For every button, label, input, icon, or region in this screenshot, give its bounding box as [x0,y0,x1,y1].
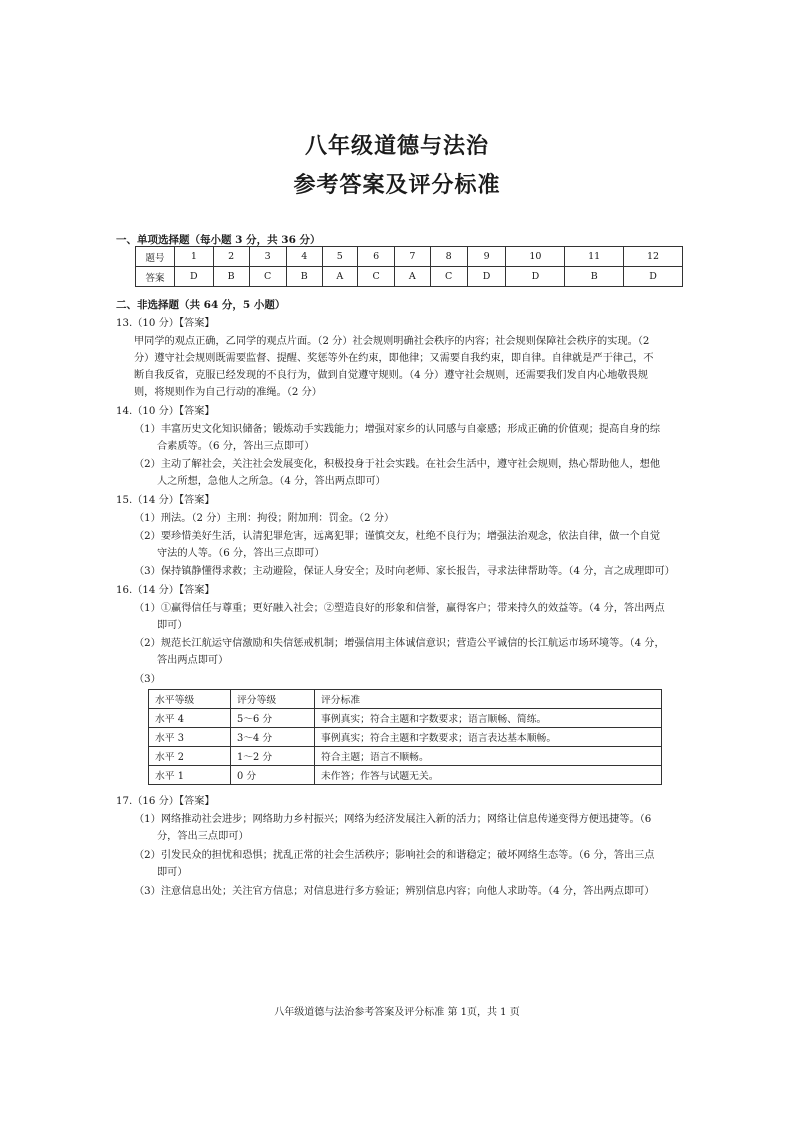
answer-line: （2）要珍惜美好生活，认清犯罪危害，远离犯罪；谨慎交友，杜绝不良行为；增强法治观念，依法自律，做一个自觉 [134,531,661,542]
answer-line: 分）遵守社会规则既需要监督、提醒、奖惩等外在约束，即他律；又需要自我约束，即自律。自律就是严于律己，不 [134,353,654,364]
answer-line: （3） [134,674,161,685]
answer-line: 断自我反省，克服已经发现的不良行为，做到自觉遵守规则。（4 分）遵守社会规则，还需要我们发自内心地敬畏规 [134,370,648,381]
answer-line: （1）①赢得信任与尊重；更好融入社会；②塑造良好的形象和信誉，赢得客户；带来持久的效益等。（4 分，答出两点 [134,603,665,614]
rubric-table [148,689,662,785]
row-label: 答案 [136,267,175,287]
question-number: 1 [175,247,214,267]
answer-cell: D [175,267,214,287]
answer-line: （3）注意信息出处；关注官方信息；对信息进行多方验证；辨别信息内容；向他人求助等。（4 分，答出两点即可） [134,886,655,897]
answer-line: （2）规范长江航运守信激励和失信惩戒机制；增强信用主体诚信意识；营造公平诚信的长江航运市场环境等。（4 分， [134,638,665,649]
answer-line: 人之所想，急他人之所急。（4 分，答出两点即可） [157,476,386,487]
question-number: 9 [467,247,506,267]
rubric-cell: 水平 4 [149,709,231,728]
table-row [149,766,662,785]
answer-cell: D [624,267,683,287]
rubric-cell: 水平 1 [149,766,231,785]
answer-cell: D [467,267,506,287]
question-number: 11 [565,247,624,267]
question-number: 12 [624,247,683,267]
answer-line: （1）刑法。（2 分）主刑：拘役；附加刑：罚金。（2 分） [134,513,395,524]
table-row [136,247,683,267]
answer-line: 即可） [157,620,188,631]
rubric-header: 水平等级 [149,690,231,709]
question-number: 6 [358,247,395,267]
table-row [136,267,683,287]
answer-line: 甲同学的观点正确，乙同学的观点片面。（2 分）社会规则明确社会秩序的内容；社会规则保障社会秩序的实现。（2 [134,336,650,347]
answer-line: 守法的人等。（6 分，答出三点即可） [157,548,325,559]
answer-cell: C [358,267,395,287]
question-number: 3 [249,247,286,267]
table-row [149,709,662,728]
question-heading: 15.（14 分）【答案】 [116,495,215,506]
answer-line: 分，答出三点即可） [157,831,249,842]
answer-line: 则，将规则作为自己行动的准绳。（2 分） [134,387,322,398]
rubric-cell: 3～4 分 [231,728,315,747]
answer-cell: A [322,267,357,287]
question-number: 10 [506,247,565,267]
rubric-header: 评分等级 [231,690,315,709]
answer-cell: B [286,267,322,287]
question-heading: 17.（16 分）【答案】 [116,796,215,807]
rubric-cell: 未作答；作答与试题无关。 [315,766,662,785]
table-row [149,728,662,747]
rubric-cell: 符合主题；语言不顺畅。 [315,747,662,766]
rubric-cell: 水平 3 [149,728,231,747]
answer-cell: C [430,267,467,287]
page-subtitle: 参考答案及评分标准 [293,172,501,198]
answer-line: （1）网络推动社会进步；网络助力乡村振兴；网络为经济发展注入新的活力；网络让信息传递变得方便迅捷等。（6 [134,814,652,825]
rubric-cell: 5～6 分 [231,709,315,728]
rubric-cell: 事例真实；符合主题和字数要求；语言顺畅、简练。 [315,709,662,728]
question-heading: 16.（14 分）【答案】 [116,585,215,596]
rubric-header: 评分标准 [315,690,662,709]
rubric-cell: 水平 2 [149,747,231,766]
table-row [149,747,662,766]
answer-line: （3）保持镇静懂得求救；主动避险，保证人身安全；及时向老师、家长报告，寻求法律帮助等。（4 分，言之成理即可） [134,566,675,577]
rubric-cell: 1～2 分 [231,747,315,766]
rubric-cell: 事例真实；符合主题和字数要求；语言表达基本顺畅。 [315,728,662,747]
question-number: 8 [430,247,467,267]
answer-cell: B [565,267,624,287]
section-1-heading: 一、单项选择题（每小题 3 分，共 36 分） [116,234,321,246]
answer-cell: C [249,267,286,287]
question-heading: 14.（10 分）【答案】 [116,406,215,417]
answer-line: 答出两点即可） [157,655,229,666]
page-title: 八年级道德与法治 [304,133,489,159]
answer-line: （1）丰富历史文化知识储备；锻炼动手实践能力；增强对家乡的认同感与自豪感；形成正确的价值观；提高自身的综 [134,424,661,435]
question-heading: 13.（10 分）【答案】 [116,318,215,329]
row-label: 题号 [136,247,175,267]
page-footer: 八年级道德与法治参考答案及评分标准 第 1页，共 1 页 [274,1007,520,1018]
answer-cell: D [506,267,565,287]
rubric-cell: 0 分 [231,766,315,785]
answer-line: 即可） [157,867,188,878]
table-row [149,690,662,709]
answer-line: （2）引发民众的担忧和恐惧；扰乱正常的社会生活秩序；影响社会的和谐稳定；破坏网络生态等。（6 分，答出三点 [134,850,655,861]
question-number: 4 [286,247,322,267]
section-2-heading: 二、非选择题（共 64 分，5 小题） [116,299,286,311]
question-number: 5 [322,247,357,267]
question-number: 7 [395,247,430,267]
answer-cell: A [395,267,430,287]
answer-line: 合素质等。（6 分，答出三点即可） [157,441,315,452]
answer-line: （2）主动了解社会，关注社会发展变化，积极投身于社会实践。在社会生活中，遵守社会规则，热心帮助他人，想他 [134,459,661,470]
question-number: 2 [213,247,249,267]
answer-cell: B [213,267,249,287]
choice-answer-table [135,246,683,287]
